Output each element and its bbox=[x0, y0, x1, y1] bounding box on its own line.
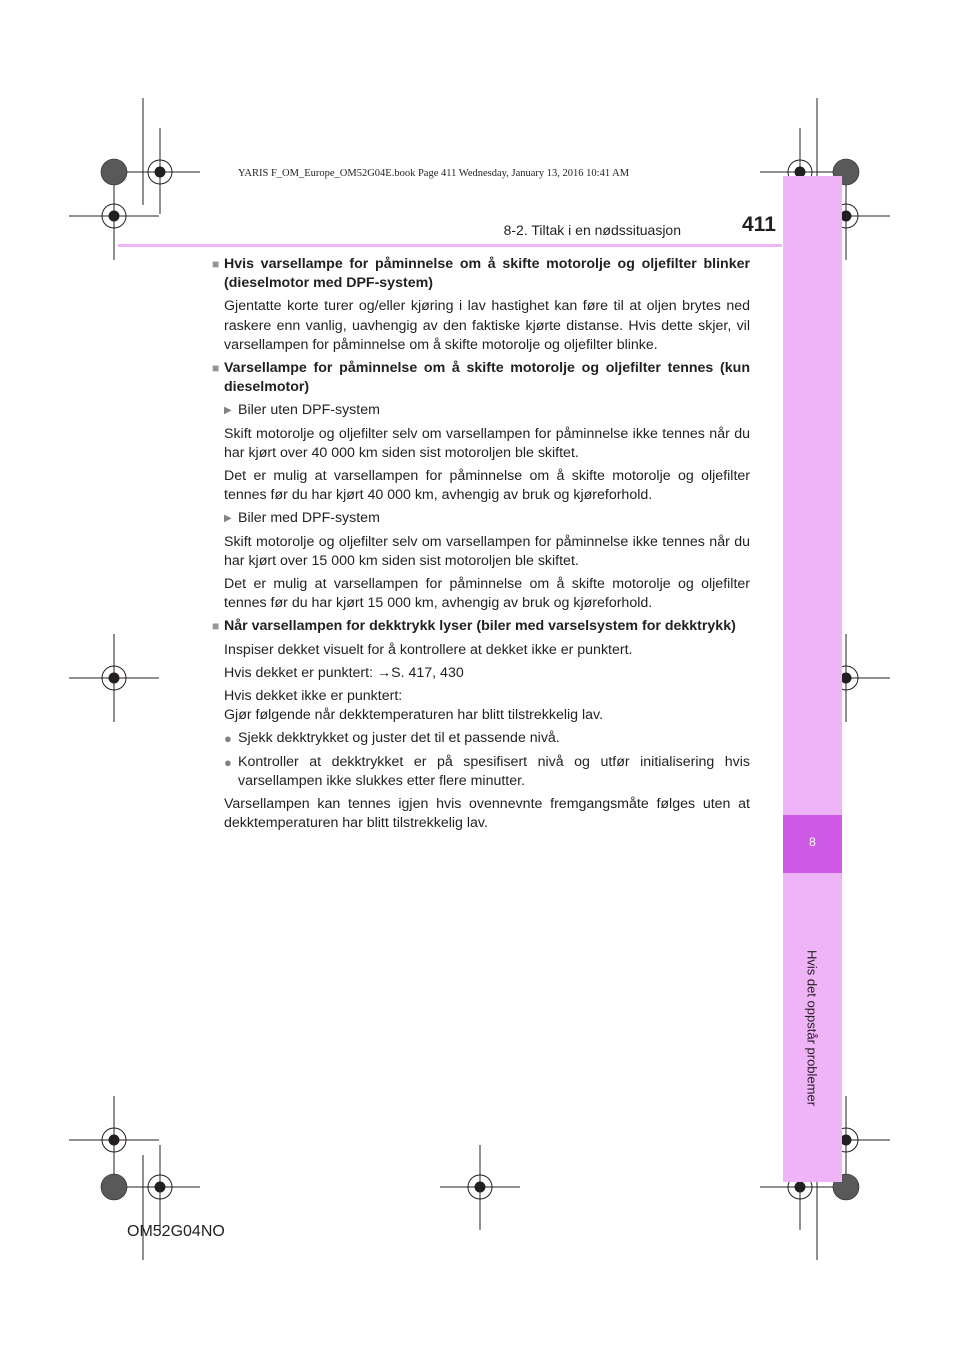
paragraph: Gjør følgende når dekktemperaturen har blitt tilstrekkelig lav. bbox=[224, 707, 604, 724]
triangle-right-icon: ▶ bbox=[224, 405, 232, 417]
book-info: YARIS F_OM_Europe_OM52G04E.book Page 411 Wednesday, January 13, 2016 10:41 AM bbox=[238, 168, 630, 179]
paragraph: Det er mulig at varsellampen for påminnelse om å skifte motorolje og oljefilter tennes før du har kjørt 15 000 km, avhengig av bruk og kjøreforhold. bbox=[224, 576, 750, 612]
square-bullet-icon: ■ bbox=[212, 257, 220, 271]
registration-mark-mid-left bbox=[69, 634, 159, 722]
paragraph: Hvis dekket ikke er punktert: bbox=[224, 688, 403, 705]
starburst-mark-top-left bbox=[101, 159, 127, 185]
header-rule bbox=[118, 244, 782, 247]
triangle-right-icon: ▶ bbox=[224, 513, 232, 525]
circle-bullet-icon: ● bbox=[224, 754, 232, 770]
paragraph: Skift motorolje og oljefilter selv om varsellampen for påminnelse ikke tennes når du har kjørt over 15 000 km siden sist motoroljen ble skiftet. bbox=[224, 533, 750, 569]
chapter-number: 8 bbox=[783, 815, 842, 873]
paragraph: Gjentatte korte turer og/eller kjøring i lav hastighet kan føre til at oljen brytes ned raskere enn vanlig, uavhengig av den faktiske kjørte distanse. Hvis dette skjer, vil varsellampen for påminnelse om å skifte motorolje og oljefilter blinke. bbox=[224, 298, 750, 353]
paragraph: Inspiser dekket visuelt for å kontrollere at dekket ikke er punktert. bbox=[224, 641, 633, 658]
list-item: ● Sjekk dekktrykket og juster det til et passende nivå. bbox=[224, 729, 750, 748]
page-number: 411 bbox=[742, 213, 776, 236]
page-reference: Hvis dekket er punktert: →S. 417, 430 bbox=[224, 664, 464, 681]
section-heading: ■ Varsellampe for påminnelse om å skifte motorolje og oljefilter tennes (kun dieselmotor) bbox=[212, 359, 750, 397]
list-item: ● Kontroller at dekktrykket er på spesifisert nivå og utfør initialisering hvis varsellampen ikke slukkes etter flere minutter. bbox=[224, 753, 750, 791]
sub-heading: ▶ Biler med DPF-system bbox=[224, 509, 750, 528]
paragraph: Det er mulig at varsellampen for påminnelse om å skifte motorolje og oljefilter tennes før du har kjørt 40 000 km, avhengig av bruk og kjøreforhold. bbox=[224, 468, 750, 504]
registration-mark-top-left bbox=[69, 98, 200, 260]
starburst-mark-bottom-left bbox=[101, 1174, 127, 1200]
sub-heading: ▶ Biler uten DPF-system bbox=[224, 401, 750, 420]
section-title: 8-2. Tiltak i en nødssituasjon bbox=[503, 222, 681, 238]
circle-bullet-icon: ● bbox=[224, 731, 232, 747]
square-bullet-icon: ■ bbox=[212, 361, 220, 376]
page-content bbox=[212, 255, 750, 837]
registration-mark-bottom-center bbox=[440, 1145, 520, 1230]
section-heading: ■ Når varsellampen for dekktrykk lyser (biler med varselsystem for dekktrykk) bbox=[212, 617, 750, 636]
document-code: OM52G04NO bbox=[127, 1223, 225, 1240]
paragraph: Varsellampen kan tennes igjen hvis ovennevnte fremgangsmåte følges uten at dekktemperaturen har blitt tilstrekkelig lav. bbox=[224, 796, 750, 832]
paragraph: Skift motorolje og oljefilter selv om varsellampen for påminnelse ikke tennes når du har kjørt over 40 000 km siden sist motoroljen ble skiftet. bbox=[224, 425, 750, 461]
section-heading: ■ Hvis varsellampe for påminnelse om å skifte motorolje og oljefilter blinker (dieselmotor med DPF-system) bbox=[212, 255, 750, 293]
square-bullet-icon: ■ bbox=[212, 619, 220, 634]
chapter-title: Hvis det oppstår problemer bbox=[804, 949, 820, 1107]
